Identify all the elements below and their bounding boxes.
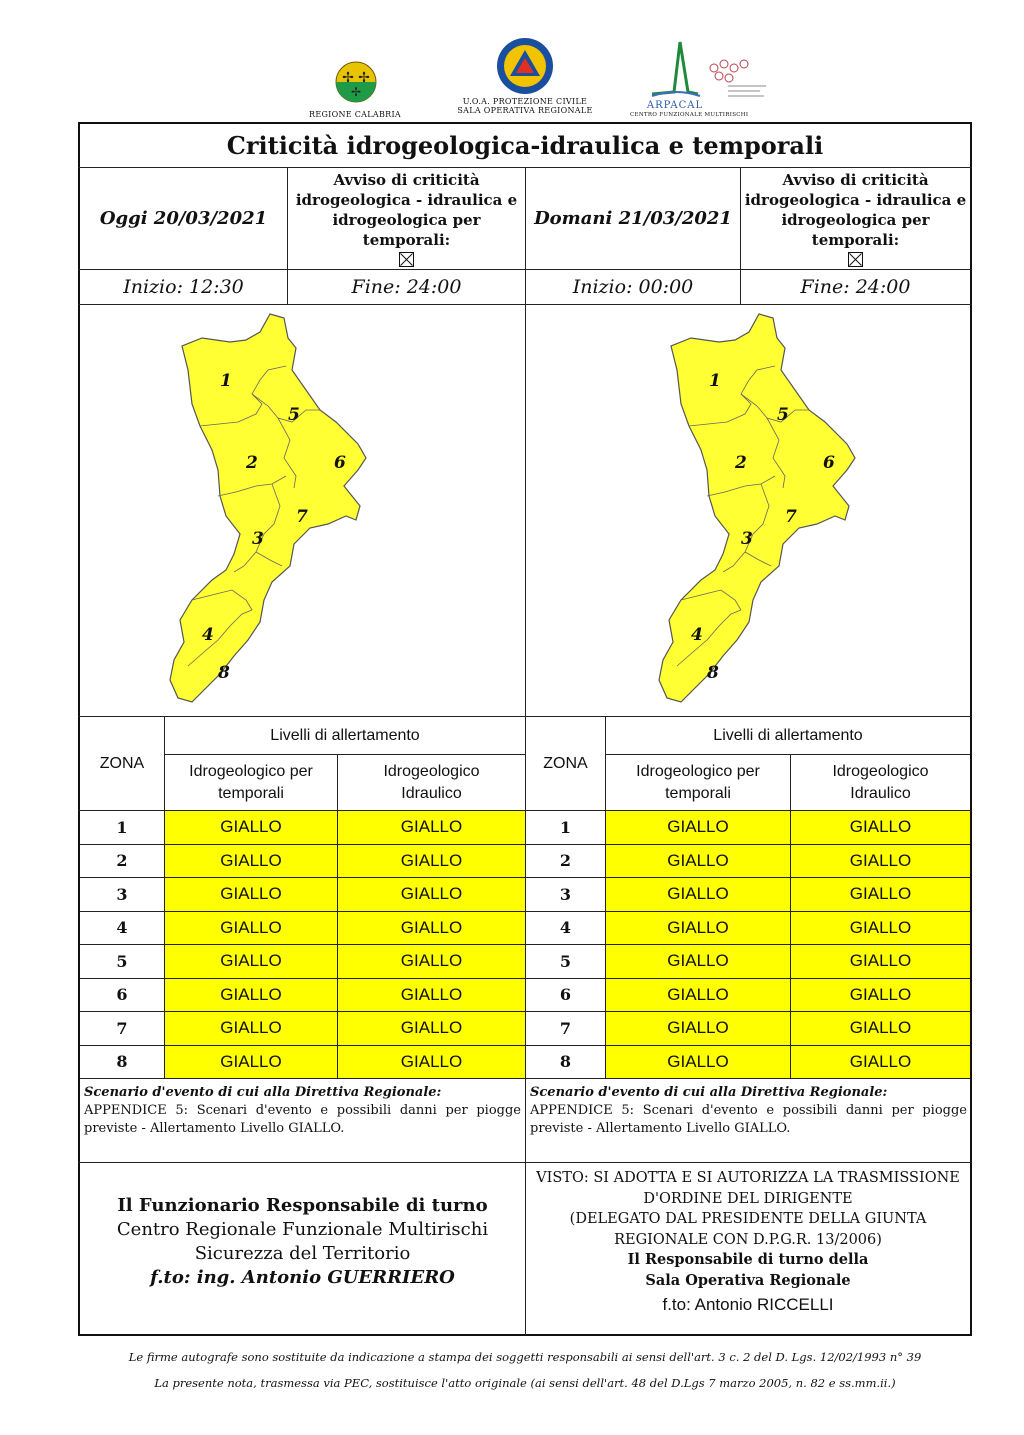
alert-level-idraulico: GIALLO (338, 878, 525, 911)
alert-level-idraulico: GIALLO (338, 811, 525, 844)
signature-funzionario (80, 1194, 525, 1290)
avviso-checked-checkbox-icon (399, 252, 414, 267)
map-zone-label: 3 (741, 529, 753, 549)
today-inizio: Inizio: 12:30 (123, 276, 244, 298)
today-avviso (288, 168, 525, 269)
map-zone-label: 1 (709, 371, 721, 391)
tomorrow-date: Domani 21/03/2021 (534, 208, 732, 229)
alert-level-idraulico: GIALLO (791, 912, 970, 945)
visto-line: Sala Operativa Regionale (645, 1271, 851, 1289)
calabria-zone-map-today (160, 310, 380, 710)
col-idraulico-header-today (338, 755, 525, 810)
alert-level-temporali: GIALLO (165, 912, 337, 945)
zone-number: 5 (116, 951, 128, 971)
header-line: Idraulico (401, 784, 462, 802)
alert-level-temporali: GIALLO (165, 878, 337, 911)
zona-header-today: ZONA (99, 754, 145, 772)
alert-level-temporali: GIALLO (165, 1012, 337, 1045)
map-zone-label: 6 (334, 453, 346, 473)
alert-level-idraulico: GIALLO (791, 1012, 970, 1045)
avviso-line: idrogeologica per temporali: (332, 211, 481, 249)
zone-number: 2 (116, 851, 128, 871)
regione-calabria-emblem-icon (328, 60, 384, 108)
alert-level-temporali: GIALLO (165, 945, 337, 978)
visto-line: VISTO: SI ADOTTA E SI AUTORIZZA LA TRASMISSIONE (536, 1170, 960, 1186)
alert-level-idraulico: GIALLO (791, 811, 970, 844)
visto-line: Il Responsabile di turno della (627, 1251, 869, 1268)
avviso-line: Avviso di criticità (333, 171, 480, 189)
col-temporali-header-today (165, 755, 337, 810)
livelli-header-today: Livelli di allertamento (270, 726, 420, 744)
row-divider (526, 1078, 970, 1079)
alert-level-idraulico: GIALLO (791, 845, 970, 878)
avviso-line: Avviso di criticità (782, 171, 929, 189)
calabria-region-shape (659, 314, 855, 702)
alert-level-idraulico: GIALLO (791, 1046, 970, 1079)
scenario-title: Scenario d'evento di cui alla Direttiva Regionale: (530, 1085, 888, 1100)
zone-number: 1 (559, 817, 572, 837)
logo-caption-arpacal-2: CENTRO FUNZIONALE MULTIRISCHI (630, 112, 749, 118)
map-zone-label: 8 (218, 663, 230, 683)
map-zone-label: 4 (691, 625, 703, 645)
calabria-zone-map-tomorrow (649, 310, 869, 710)
map-zone-label: 6 (823, 453, 835, 473)
alert-level-idraulico: GIALLO (791, 979, 970, 1012)
alert-level-idraulico: GIALLO (791, 945, 970, 978)
zone-number: 3 (559, 884, 572, 904)
scenario-today (84, 1084, 521, 1138)
signature-line: Il Funzionario Responsabile di turno (117, 1195, 488, 1216)
map-zone-label: 3 (252, 529, 264, 549)
logo-protezione-civile (494, 36, 556, 96)
today-fine: Fine: 24:00 (351, 276, 462, 298)
signature-line: f.to: ing. Antonio GUERRIERO (150, 1267, 455, 1288)
tomorrow-fine: Fine: 24:00 (800, 276, 911, 298)
signature-line: Sicurezza del Territorio (194, 1243, 411, 1264)
zone-number: 4 (116, 918, 128, 938)
map-zone-label: 8 (707, 663, 719, 683)
visto-line: D'ORDINE DEL DIRIGENTE (643, 1190, 853, 1207)
avviso-line: idrogeologica - idraulica e (295, 191, 518, 209)
zone-number: 6 (559, 985, 572, 1005)
alert-level-idraulico: GIALLO (338, 1046, 525, 1079)
logo-arpacal (648, 38, 768, 102)
avviso-line: idrogeologica per temporali: (781, 211, 930, 249)
row-divider (80, 1078, 525, 1079)
logo-regione-calabria (328, 60, 384, 108)
svg-text:✢: ✢ (358, 70, 370, 86)
logo-caption-protezione-2: SALA OPERATIVA REGIONALE (457, 106, 593, 115)
map-zone-label: 7 (296, 507, 308, 527)
alert-level-temporali: GIALLO (606, 1046, 790, 1079)
visto-line: REGIONALE CON D.P.G.R. 13/2006) (614, 1231, 882, 1248)
map-zone-label: 2 (735, 453, 747, 473)
zone-number: 4 (559, 918, 572, 938)
scenario-tomorrow (530, 1084, 967, 1138)
scenario-text: APPENDICE 5: Scenari d'evento e possibili danni per piogge previste - Allertamento Livello GIALLO. (84, 1103, 521, 1136)
avviso-line: idrogeologica - idraulica e (744, 191, 967, 209)
col-idraulico-header-tomorrow (791, 755, 970, 810)
zone-number: 1 (116, 817, 128, 837)
visto-line: f.to: Antonio RICCELLI (662, 1295, 834, 1314)
header-line: Idrogeologico (832, 762, 929, 780)
alert-level-idraulico: GIALLO (791, 878, 970, 911)
alert-level-idraulico: GIALLO (338, 845, 525, 878)
header-line: Idrogeologico per (636, 762, 760, 780)
col-temporali-header-tomorrow (606, 755, 790, 810)
signature-visto (526, 1168, 970, 1316)
alert-level-temporali: GIALLO (606, 1012, 790, 1045)
zone-number: 8 (559, 1052, 572, 1072)
zone-number: 8 (116, 1052, 128, 1072)
alert-level-temporali: GIALLO (606, 811, 790, 844)
footer-note-2: La presente nota, trasmessa via PEC, sostituisce l'atto originale (ai sensi dell'art. 48 del D.Lgs 7 marzo 2005, n. 82 e ss.mm.ii.) (154, 1376, 896, 1390)
map-zone-label: 4 (202, 625, 214, 645)
alert-level-temporali: GIALLO (606, 845, 790, 878)
logo-caption-protezione-1: U.O.A. PROTEZIONE CIVILE (462, 97, 588, 106)
map-zone-label: 7 (785, 507, 797, 527)
alert-level-temporali: GIALLO (606, 878, 790, 911)
alert-level-idraulico: GIALLO (338, 945, 525, 978)
visto-line: (DELEGATO DAL PRESIDENTE DELLA GIUNTA (569, 1211, 927, 1227)
scenario-text: APPENDICE 5: Scenari d'evento e possibili danni per piogge previste - Allertamento Livello GIALLO. (530, 1103, 967, 1136)
header-line: temporali (665, 784, 731, 802)
zone-number: 5 (559, 951, 572, 971)
page-title: Criticità idrogeologica-idraulica e temporali (226, 131, 824, 160)
alert-level-temporali: GIALLO (165, 811, 337, 844)
map-zone-label: 1 (220, 371, 232, 391)
footer-note-1: Le firme autografe sono sostituite da indicazione a stampa dei soggetti responsabili ai sensi dell'art. 3 c. 2 del D. Lgs. 12/02/1993 n° 39 (128, 1350, 922, 1364)
alert-level-temporali: GIALLO (606, 979, 790, 1012)
svg-text:✢: ✢ (350, 85, 362, 99)
header-line: Idrogeologico per (189, 762, 313, 780)
header-line: temporali (218, 784, 284, 802)
logo-caption-arpacal-1: ARPACAL (646, 100, 704, 111)
alert-level-temporali: GIALLO (165, 845, 337, 878)
alert-level-temporali: GIALLO (606, 912, 790, 945)
tomorrow-avviso (741, 168, 970, 269)
zona-header-tomorrow: ZONA (543, 754, 588, 772)
map-zone-label: 2 (246, 453, 258, 473)
alert-level-temporali: GIALLO (165, 979, 337, 1012)
zone-number: 6 (116, 985, 128, 1005)
header-line: Idrogeologico (383, 762, 480, 780)
map-zone-label: 5 (777, 405, 789, 425)
zone-number: 7 (559, 1018, 572, 1038)
scenario-title: Scenario d'evento di cui alla Direttiva Regionale: (84, 1085, 442, 1100)
alert-level-idraulico: GIALLO (338, 979, 525, 1012)
avviso-checked-checkbox-icon (848, 252, 863, 267)
header-line: Idraulico (850, 784, 911, 802)
calabria-region-shape (170, 314, 366, 702)
arpacal-emblem-icon (648, 38, 768, 102)
tomorrow-inizio: Inizio: 00:00 (572, 276, 694, 298)
today-date: Oggi 20/03/2021 (99, 208, 268, 229)
svg-text:✢: ✢ (342, 70, 354, 86)
map-zone-label: 5 (288, 405, 300, 425)
protezione-civile-emblem-icon (494, 36, 556, 96)
signature-line: Centro Regionale Funzionale Multirischi (116, 1219, 489, 1240)
logo-caption-regione: REGIONE CALABRIA (309, 110, 401, 119)
alert-level-idraulico: GIALLO (338, 912, 525, 945)
zone-number: 7 (116, 1018, 128, 1038)
alert-level-temporali: GIALLO (606, 945, 790, 978)
livelli-header-tomorrow: Livelli di allertamento (713, 726, 863, 744)
zone-number: 2 (559, 851, 572, 871)
alert-level-idraulico: GIALLO (338, 1012, 525, 1045)
alert-level-temporali: GIALLO (165, 1046, 337, 1079)
zone-number: 3 (116, 884, 128, 904)
